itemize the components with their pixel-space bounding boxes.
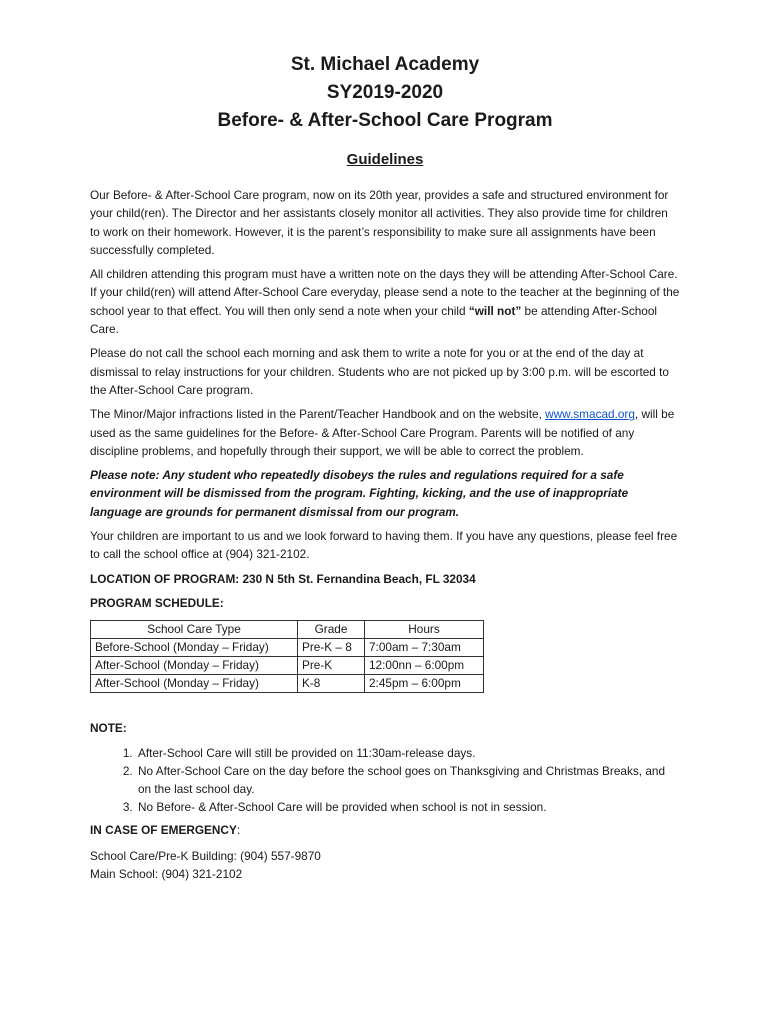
- schedule-label: PROGRAM SCHEDULE:: [90, 595, 224, 610]
- text: be attending After-School Care.: [90, 303, 658, 337]
- school-year: SY2019-2020: [326, 82, 444, 103]
- paragraph-intro: Our Before- & After-School Care program, now on its 20th year, provides a safe and structured environment for your child(ren). The Director and her assistants closely monitor all activities. They also provide time for children to work on their homework. However, it is the parent’s responsibility to make sure all assignments have been successfully completed.: [90, 188, 669, 257]
- contact-line: Main School: (904) 321-2102: [90, 867, 243, 882]
- column-header: Hours: [365, 621, 484, 639]
- notes-list: [90, 744, 680, 817]
- guidelines-heading: Guidelines: [346, 151, 424, 168]
- table-cell: 2:45pm – 6:00pm: [365, 675, 484, 693]
- location-line: LOCATION OF PROGRAM: 230 N 5th St. Fernandina Beach, FL 32034: [90, 571, 476, 586]
- column-header: Grade: [298, 621, 365, 639]
- table-cell: After-School (Monday – Friday): [91, 675, 298, 693]
- table-cell: 12:00nn – 6:00pm: [365, 657, 484, 675]
- program-name: Before- & After-School Care Program: [217, 110, 553, 131]
- table-row: [91, 657, 484, 675]
- paragraph-written-note: [90, 265, 680, 338]
- paragraph-please-note: Please note: Any student who repeatedly disobeys the rules and regulations required for a safe environment will be dismissed from the program. Fighting, kicking, and the use of inappropriate language are grounds for permanent dismissal from our program.: [90, 468, 629, 519]
- emergency-heading: [90, 821, 680, 839]
- schedule-table: [90, 620, 484, 693]
- emphasis-will-not: “will not”: [468, 303, 522, 318]
- table-row: [91, 675, 484, 693]
- paragraph-dismissal: Please do not call the school each morning and ask them to write a note for you or at the end of the day at dismissal to relay instructions for your children. Students who are not picked up by 3:00 p.m. will be escorted to the After-School Care program.: [90, 346, 669, 397]
- table-cell: After-School (Monday – Friday): [91, 657, 298, 675]
- paragraph-infractions: [90, 405, 680, 460]
- emergency-contacts: [90, 847, 680, 884]
- table-cell: Pre-K – 8: [298, 639, 365, 657]
- paragraph-contact: Your children are important to us and we look forward to having them. If you have any questions, please feel free to call the school office at (904) 321-2102.: [90, 529, 678, 562]
- table-cell: Before-School (Monday – Friday): [91, 639, 298, 657]
- table-header-row: [91, 621, 484, 639]
- document-body: [90, 186, 680, 884]
- table-row: [91, 639, 484, 657]
- contact-line: School Care/Pre-K Building: (904) 557-9870: [90, 849, 321, 864]
- text: , will be used as the same guidelines for the Before- & After-School Care Program. Parents will be notified of any discipline problems, and hopefully through their support, we will be able to correct the problem.: [90, 407, 675, 458]
- emergency-label: IN CASE OF EMERGENCY: [90, 822, 237, 837]
- note-label: NOTE:: [90, 721, 127, 736]
- text: All children attending this program must have a written note on the days they will be attending After-School Care. If your child(ren) will attend After-School Care everyday, please send a note to the teacher at the beginning of the school year to that effect. You will then only send a note when your child: [90, 267, 680, 318]
- table-cell: 7:00am – 7:30am: [365, 639, 484, 657]
- list-item: 1. After-School Care will still be provided on 11:30am-release days.: [136, 744, 680, 762]
- table-cell: K-8: [298, 675, 365, 693]
- text: The Minor/Major infractions listed in the Parent/Teacher Handbook and on the website,: [90, 407, 546, 422]
- table-cell: Pre-K: [298, 657, 365, 675]
- list-item: 2. No After-School Care on the day before the school goes on Thanksgiving and Christmas Breaks, and on the last school day.: [136, 762, 680, 799]
- list-item: 3. No Before- & After-School Care will be provided when school is not in session.: [136, 798, 680, 816]
- document-title: [0, 51, 770, 135]
- column-header: School Care Type: [91, 621, 298, 639]
- school-name: St. Michael Academy: [290, 54, 480, 75]
- emergency-colon: :: [236, 822, 241, 837]
- website-link[interactable]: www.smacad.org: [545, 407, 635, 422]
